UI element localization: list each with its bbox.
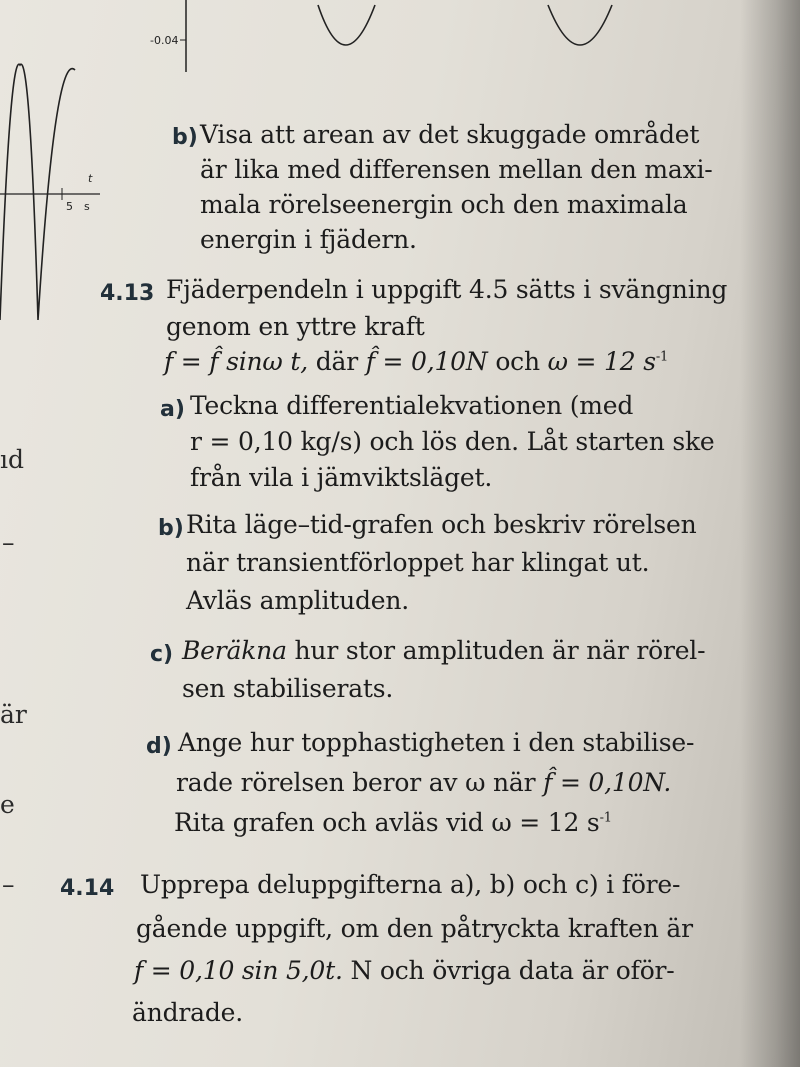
text-line: Upprepa deluppgifterna a), b) och c) i före- xyxy=(140,870,681,899)
top-wave-2 xyxy=(548,5,612,45)
subproblem-label-412b: b) xyxy=(172,125,198,150)
text-line: Beräkna hur stor amplituden är när rörel- xyxy=(182,636,706,665)
formula-force-414: f = 0,10 sin 5,0t. xyxy=(134,956,343,985)
text-line: r = 0,10 kg/s) och lös den. Låt starten ske xyxy=(190,427,715,456)
formula-force: f = f̂ sinω t, xyxy=(164,347,308,376)
text-line: mala rörelseenergin och den maximala xyxy=(200,190,688,219)
text-line: är lika med differensen mellan den maxi- xyxy=(200,155,713,184)
text-line: f = 0,10 sin 5,0t. N och övriga data är oför- xyxy=(134,956,675,985)
formula-amplitude-d: f̂ = 0,10N. xyxy=(543,768,672,797)
formula-word-dar: där xyxy=(315,347,358,376)
formula-word-och: och xyxy=(495,347,540,376)
margin-fragment: – xyxy=(2,870,15,899)
text-line: rade rörelsen beror av ω när f̂ = 0,10N. xyxy=(176,768,672,797)
text-line: Rita grafen och avläs vid ω = 12 $s^{-1}$ xyxy=(174,808,612,837)
top-wave-1 xyxy=(318,5,375,45)
text-line: Fjäderpendeln i uppgift 4.5 sätts i svängning xyxy=(166,275,728,304)
subproblem-label-413b: b) xyxy=(158,516,184,541)
text-line: genom en yttre kraft xyxy=(166,312,425,341)
text-line: Rita läge–tid-grafen och beskriv rörelsen xyxy=(186,510,697,539)
text-line: energin i fjädern. xyxy=(200,225,417,254)
text-line: gående uppgift, om den påtryckta kraften är xyxy=(136,914,693,943)
text-line: sen stabiliserats. xyxy=(182,674,394,703)
emphasis-berakna: Beräkna xyxy=(182,636,287,665)
margin-fragment: ıd xyxy=(0,445,24,474)
left-graph-axis-t: t xyxy=(88,172,93,185)
subproblem-label-413a: a) xyxy=(160,397,185,422)
text-line: från vila i jämviktsläget. xyxy=(190,463,493,492)
text-line: när transientförloppet har klingat ut. xyxy=(186,548,650,577)
formula-omega: ω = 12 s xyxy=(547,347,656,376)
text-line: ändrade. xyxy=(132,998,244,1027)
margin-fragment: e xyxy=(0,790,15,819)
text-line: Ange hur topphastigheten i den stabilise- xyxy=(178,728,695,757)
text-line: Avläs amplituden. xyxy=(186,586,410,615)
problem-number-414: 4.14 xyxy=(60,876,115,901)
page-edge-shadow xyxy=(740,0,800,1067)
margin-fragment: – xyxy=(2,528,15,557)
top-graph-tick-label: -0.04 xyxy=(150,34,179,47)
left-graph-axis-5: 5 xyxy=(66,200,73,213)
margin-fragment: är xyxy=(0,700,27,729)
subproblem-label-413d: d) xyxy=(146,734,172,759)
formula-omega-exponent: -1 xyxy=(655,349,669,365)
subproblem-label-413c: c) xyxy=(150,642,174,667)
text-line: Visa att arean av det skuggade området xyxy=(200,120,700,149)
text-line: Teckna differentialekvationen (med xyxy=(190,391,634,420)
formula-amplitude: f̂ = 0,10N xyxy=(365,347,488,376)
left-graph-wave xyxy=(0,64,75,320)
formula-line xyxy=(164,347,668,376)
problem-number-413: 4.13 xyxy=(100,281,155,306)
top-wave-graph xyxy=(0,0,800,80)
left-graph-axis-s: s xyxy=(84,200,90,213)
